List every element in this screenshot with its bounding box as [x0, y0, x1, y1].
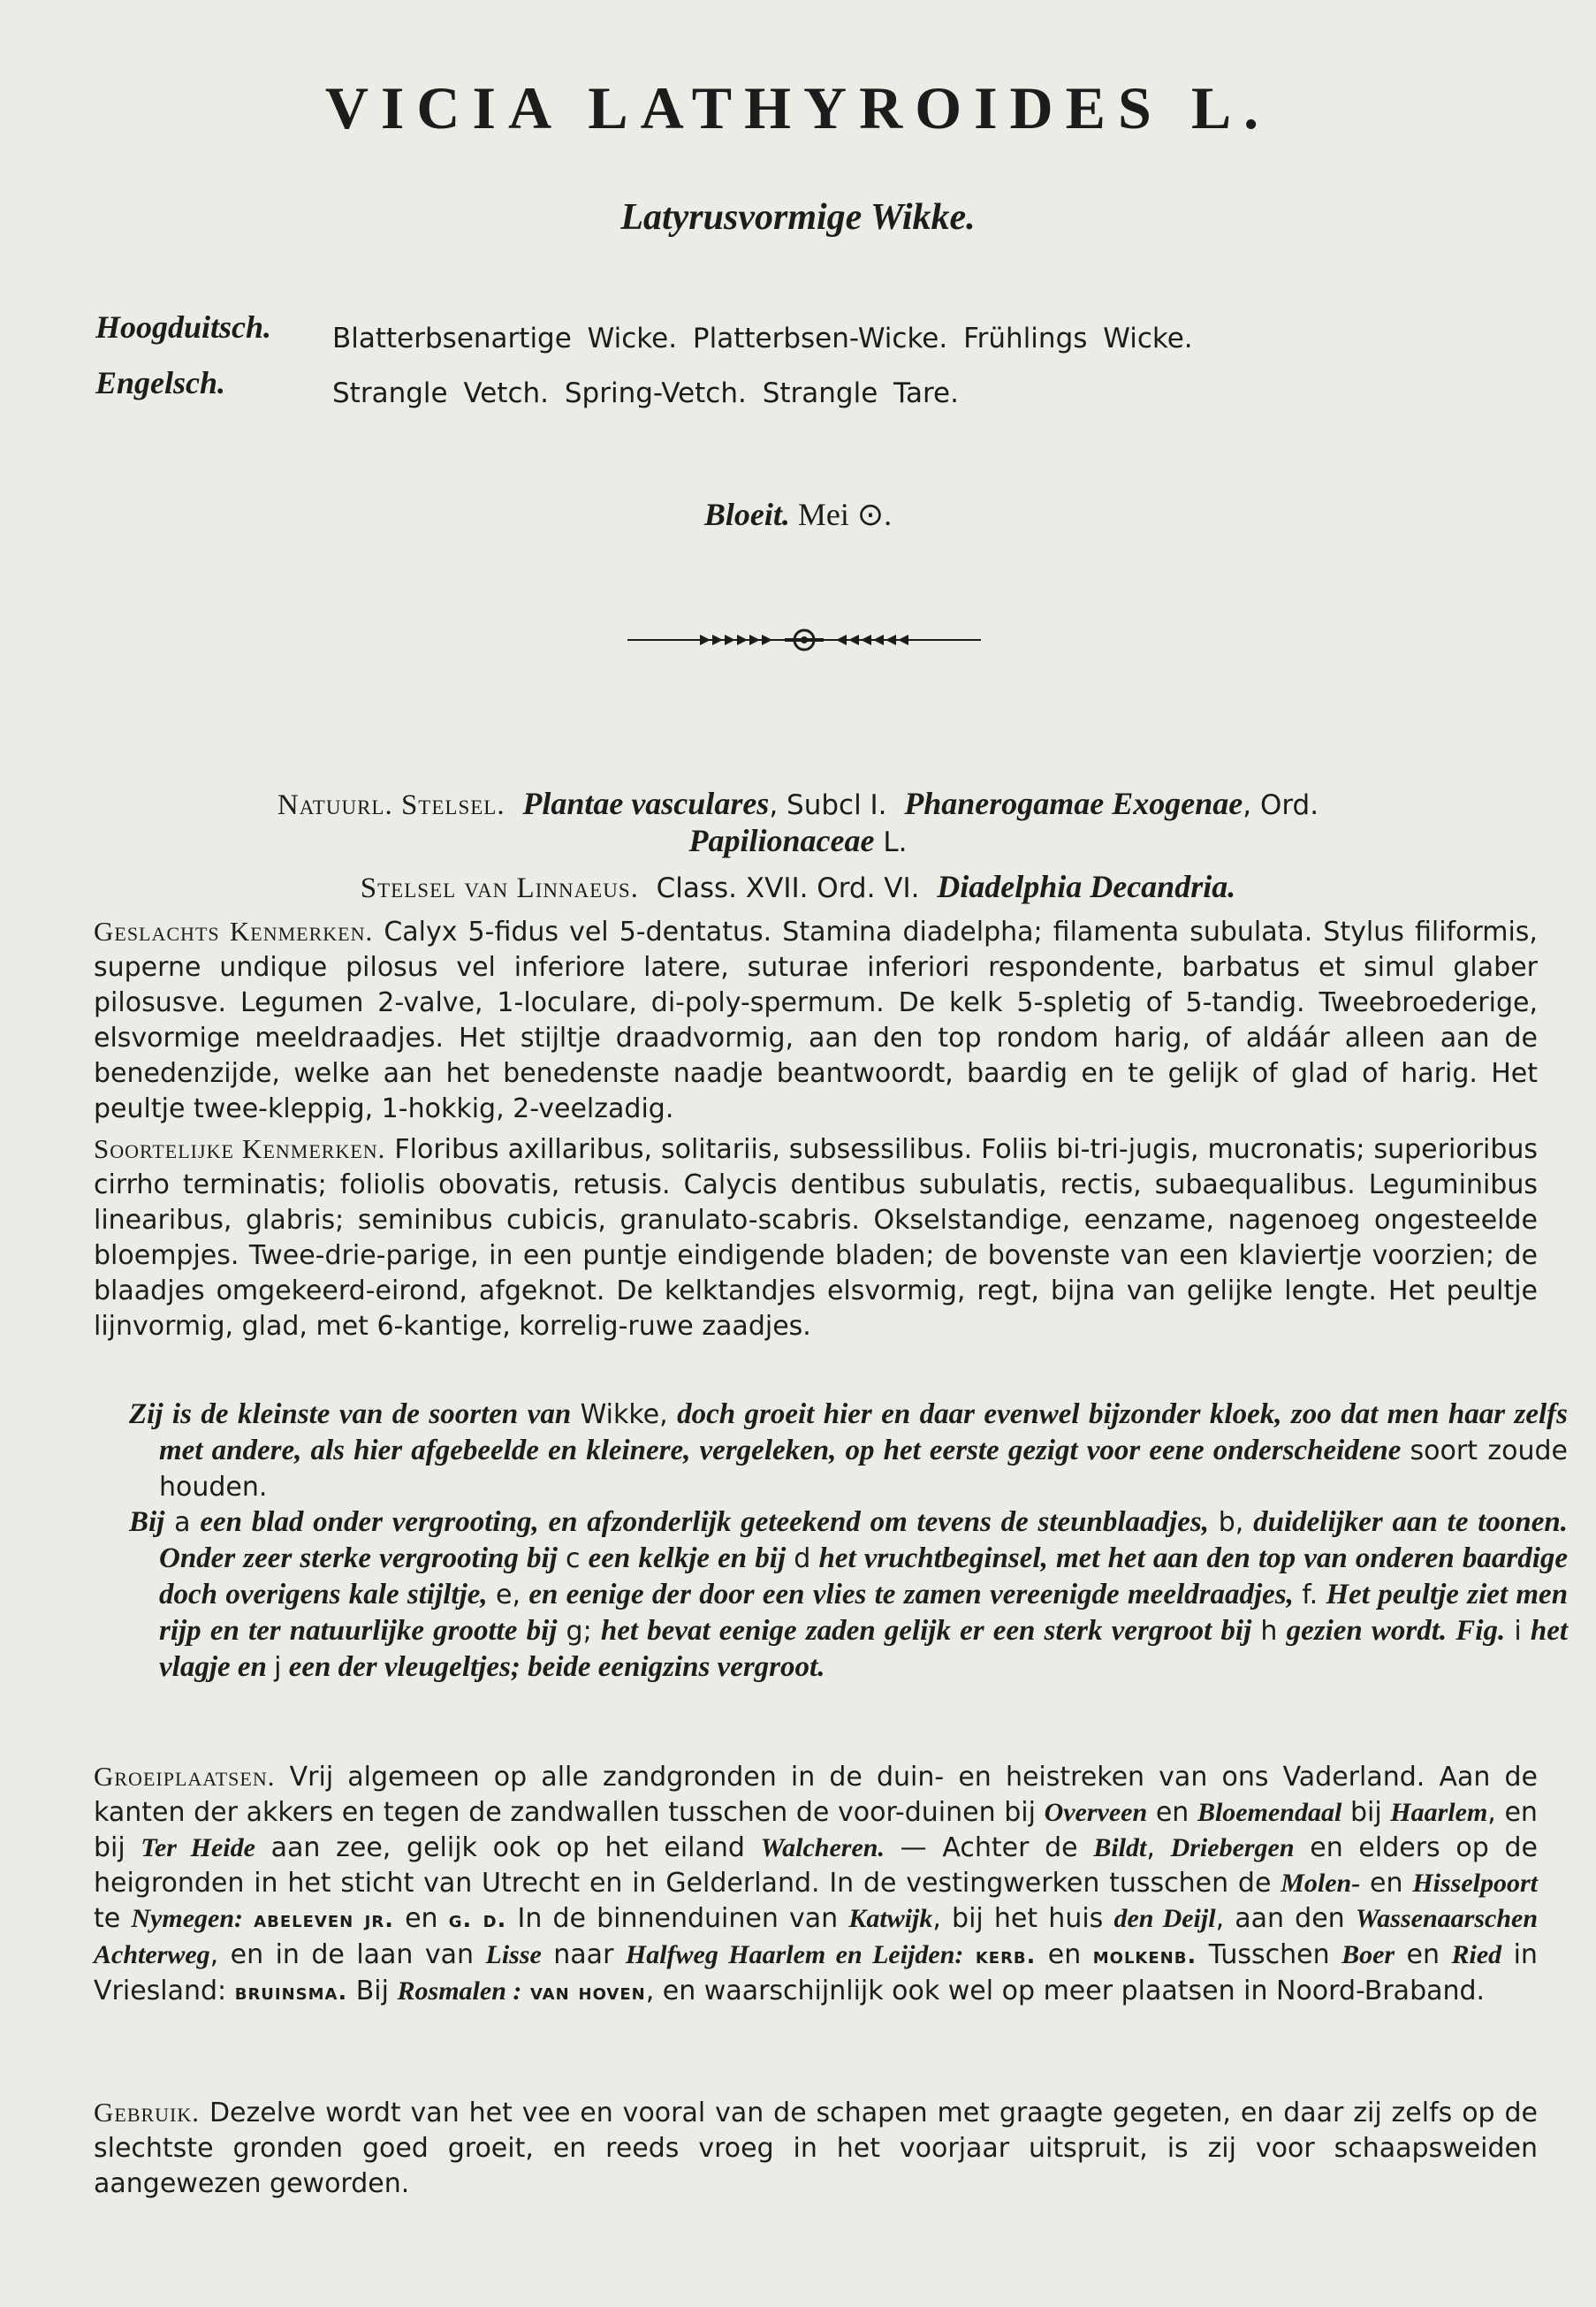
place-halfweg: Halfweg Haarlem en Leijden:: [625, 1940, 964, 1969]
fig-letter-j: j: [274, 1652, 282, 1683]
collector-abeleven: abeleven jr.: [254, 1907, 394, 1933]
habitats-text: en elders op de heigronden in het sticht van Utrecht en in Gelderland. In de vestingwerken tusschen de: [94, 1832, 1538, 1899]
place-overveen: Overveen: [1044, 1798, 1148, 1827]
habitats-text: , en bij: [94, 1797, 1538, 1863]
habitats-text: ,: [1146, 1832, 1155, 1863]
fig-text: duidelijker aan te toonen. Onder zeer sterke vergrooting bij: [159, 1506, 1569, 1574]
place-rosmalen: Rosmalen :: [397, 1976, 522, 2006]
place-molen: Molen-: [1281, 1869, 1361, 1898]
papilionaceae-author: L.: [883, 826, 908, 858]
flowering-line: [0, 493, 1596, 536]
collector-bruinsma: bruinsma.: [234, 1979, 348, 2006]
subclass: , Subcl I.: [769, 789, 887, 821]
place-nymegen: Nymegen:: [131, 1904, 244, 1933]
place-ter-heide: Ter Heide: [141, 1833, 255, 1862]
place-wassenaarschen-achterweg: Wassenaarschen Achterweg: [94, 1904, 1539, 1969]
place-bildt: Bildt: [1093, 1833, 1147, 1862]
german-names: Blatterbsenartige Wicke. Platterbsen-Wicke. Frühlings Wicke.: [332, 323, 1193, 354]
lang-label-german: Hoogduitsch.: [95, 309, 272, 345]
flowering-label: Bloeit.: [703, 497, 790, 532]
habitats-text: en: [1406, 1939, 1440, 1970]
fig-text: een blad onder vergrooting, en afzonderlijk geteekend om tevens de steunblaadjes,: [200, 1506, 1209, 1538]
fig-letter-i: i: [1514, 1616, 1522, 1647]
plantae-vasculares: Plantae vasculares: [522, 786, 770, 821]
papilionaceae: Papilionaceae: [688, 823, 875, 858]
fig-text: Bij: [129, 1506, 165, 1538]
fig-label: Fig.: [1455, 1615, 1506, 1647]
collector-gd: g. d.: [448, 1907, 507, 1933]
fig-letter-b: b,: [1218, 1507, 1244, 1538]
habitats-text: naar: [553, 1939, 614, 1970]
note1-b: Wikke,: [580, 1399, 668, 1430]
habitats-text: en: [1155, 1797, 1189, 1828]
phanerogamae: Phanerogamae Exogenae: [904, 786, 1243, 821]
place-boer: Boer: [1341, 1940, 1395, 1969]
habitats-label: Groeiplaatsen.: [94, 1761, 276, 1792]
fig-letter-a: a: [174, 1507, 191, 1538]
fig-letter-g: g;: [566, 1616, 592, 1647]
diadelphia-decandria: Diadelphia Decandria.: [937, 869, 1236, 904]
collector-van-hoven: van hoven: [529, 1979, 646, 2006]
habitats-text: en: [405, 1903, 438, 1934]
species-characters: [94, 1131, 1538, 1344]
genus-label: Geslachts Kenmerken.: [94, 916, 374, 947]
place-lisse: Lisse: [485, 1940, 542, 1969]
place-haarlem: Haarlem: [1390, 1798, 1488, 1827]
habitats-text: Bij: [355, 1976, 389, 2006]
usage: [94, 2095, 1538, 2202]
genus-characters: [94, 914, 1538, 1127]
dutch-name: Latyrusvormige Wikke.: [620, 197, 976, 238]
note1-a: Zij is de kleinste van de soorten van: [129, 1398, 572, 1430]
page-title: VICIA LATHYROIDES L.: [324, 74, 1272, 141]
place-hisselpoort: Hisselpoort: [1412, 1869, 1538, 1898]
flowering-value: Mei ⊙.: [797, 497, 893, 532]
english-names: Strangle Vetch. Spring-Vetch. Strangle Tare.: [332, 377, 959, 409]
habitats-text: Vrij algemeen op alle zandgronden in de duin- en heistreken van ons Vaderland. Aan de kanten der akkers en tegen de zandwallen tusschen de voor-duinen bij: [94, 1762, 1538, 1828]
italic-note-1: [129, 1397, 1568, 1505]
habitats-text: aan zee, gelijk ook op het eiland: [270, 1832, 745, 1863]
species-label: Soortelijke Kenmerken.: [94, 1133, 386, 1164]
fig-text: gezien wordt.: [1286, 1615, 1448, 1647]
fig-text: Het peultje ziet men rijp en ter natuurlijke grootte bij: [159, 1579, 1569, 1647]
collector-molkenb: molkenb.: [1092, 1943, 1197, 1969]
habitats-text: en: [1370, 1868, 1403, 1899]
usage-label: Gebruik.: [94, 2097, 201, 2128]
papilionaceae-line: [0, 822, 1596, 861]
note1-d: soort zoude houden.: [159, 1435, 1569, 1503]
fig-text: en eenige der door een vlies te zamen vereenigde meeldraadjes,: [528, 1579, 1294, 1610]
fig-text: het vlagje en: [159, 1615, 1569, 1683]
fig-text: het vruchtbeginsel, met het aan den top van onderen baardige doch overigens kale stijltje,: [159, 1542, 1569, 1610]
natural-system-line: [0, 785, 1596, 824]
place-driebergen: Driebergen: [1170, 1833, 1295, 1862]
fig-text: een kelkje en bij: [588, 1542, 787, 1574]
natural-system-label: Natuurl. Stelsel.: [277, 789, 505, 821]
fig-letter-f: f.: [1302, 1580, 1319, 1610]
order-label: , Ord.: [1243, 789, 1319, 821]
usage-text: Dezelve wordt van het vee en vooral van de schapen met graagte gegeten, en daar zij zelfs op de slechtste gronden goed groeit, en reeds vroeg in het voorjaar uitspruit, is zij voor schaapsweiden aangewezen geworden.: [94, 2098, 1538, 2199]
place-bloemendaal: Bloemendaal: [1197, 1798, 1342, 1827]
habitats-text: — Achter de: [900, 1832, 1078, 1863]
fig-letter-e: e,: [496, 1580, 521, 1610]
linnaeus-label: Stelsel van Linnaeus.: [360, 872, 639, 904]
habitats-text: en: [1047, 1939, 1082, 1970]
fig-letter-h: h: [1260, 1616, 1278, 1647]
place-katwijk: Katwijk: [848, 1904, 933, 1933]
place-den-deijl: den Deijl: [1113, 1904, 1216, 1933]
habitats-text: in Vriesland:: [94, 1939, 1538, 2006]
species-text: Floribus axillaribus, solitariis, subsessilibus. Foliis bi-tri-jugis, mucronatis; superioribus cirrho terminatis; foliolis obovatis, retusis. Calycis dentibus subulatis, rectis, subaequalibus. Leguminibus linearibus, glabris; seminibus cubicis, granulato-scabris. Okselstandige, eenzame, nagenoeg ongesteelde bloempjes. Twee-drie-parige, in een puntje eindigende bladen; de bovenste van een klaviertje voorzien; de blaadjes omgekeerd-eirond, afgeknot. De kelktandjes elsvormig, regt, bijna van gelijke lengte. Het peultje lijnvormig, glad, met 6-kantige, korrelig-ruwe zaadjes.: [94, 1134, 1539, 1342]
linnaeus-system-line: [0, 868, 1596, 907]
fig-text: een der vleugeltjes; beide eenigzins vergroot.: [288, 1651, 825, 1683]
place-ried: Ried: [1451, 1940, 1502, 1969]
genus-text: Calyx 5-fidus vel 5-dentatus. Stamina diadelpha; filamenta subulata. Stylus filiformis, superne undique pilosus vel inferiore latere, suturae inferiori respondente, barbatus et simul glaber pilosusve. Legumen 2-valve, 1-loculare, di-poly-spermum. De kelk 5-spletig of 5-tandig. Tweebroederige, elsvormige meeldraadjes. Het stijltje draadvormig, aan den top rondom harig, of aldáár alleen aan de benedenzijde, welke aan het benedenste naadje beantwoordt, baardig en te gelijk of glad of harig. Het peultje twee-kleppig, 1-hokkig, 2-veelzadig.: [94, 917, 1538, 1124]
habitats-text: Tusschen: [1208, 1939, 1330, 1970]
fig-text: het bevat eenige zaden gelijk er een sterk vergroot bij: [600, 1615, 1252, 1647]
note1-c: doch groeit hier en daar evenwel bijzonder kloek, zoo dat men haar zelfs met andere, als hier afgebeelde en kleinere, vergeleken, op het eerste gezigt voor eene onderscheidene: [159, 1398, 1569, 1466]
habitats-text: , en in de laan van: [209, 1939, 475, 1970]
ornament-divider: [627, 622, 981, 658]
lang-label-english: Engelsch.: [95, 365, 226, 400]
collector-kerb: kerb.: [975, 1943, 1037, 1969]
habitats-text: , en waarschijnlijk ook wel op meer plaatsen in Noord-Braband.: [645, 1976, 1486, 2006]
habitats-text: te: [94, 1903, 121, 1934]
habitats: [94, 1759, 1538, 2010]
habitats-text: , bij het huis: [932, 1903, 1104, 1934]
habitats-text: , aan den: [1215, 1903, 1345, 1934]
italic-note-figures: [129, 1504, 1568, 1686]
fig-letter-d: d: [794, 1543, 811, 1574]
habitats-text: bij: [1349, 1797, 1382, 1828]
linnaeus-class: Class. XVII. Ord. VI.: [656, 872, 920, 904]
place-walcheren: Walcheren.: [760, 1833, 885, 1862]
fig-letter-c: c: [565, 1543, 581, 1574]
habitats-text: In de binnenduinen van: [517, 1903, 839, 1934]
